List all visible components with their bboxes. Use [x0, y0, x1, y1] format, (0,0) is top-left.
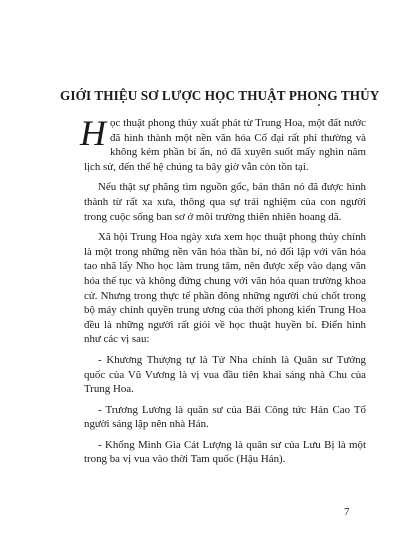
paragraph-3: Xã hội Trung Hoa ngày xưa xem học thuật phong thủy chính là một trong những nền văn hóa thần bí, nó đối lập với văn hóa tao nhã lấy Nho học làm trung tâm, nên được xếp vào dạng văn hóa thế tục và không đứng chung với văn hóa quan trường khoa cử. Nhưng trong thực tế phần đông những người chủ chốt trong bộ máy chính quyền trung ương của thời phong kiến Trung Hoa đều là những người rất giỏi về học thuật huyền bí. Điển hình như các vị sau: — [84, 231, 366, 346]
paragraph-1-text: ọc thuật phong thủy xuất phát từ Trung Hoa, một đất nước đã hình thành một nền văn hóa Cổ đại rất phi thường và không kém phần bí ẩn, nó đã xuyên suốt mấy nghìn năm lịch sử, đến thế hệ chúng ta bây giờ vẫn còn tồn tại. — [84, 117, 366, 173]
paragraph-2: Nếu thật sự phăng tìm nguồn gốc, bản thân nó đã được hình thành từ rất xa xưa, thông qua sự trải nghiệm của con người trong cuộc sống ban sơ ở môi trường thiên nhiên hoang dã. — [84, 181, 366, 223]
ink-speck — [318, 104, 320, 106]
list-item-truong-luong: - Trương Lương là quân sư của Bái Công tức Hán Cao Tổ người sáng lập nên nhà Hán. — [84, 403, 366, 431]
paragraph-1 — [80, 113, 366, 174]
drop-cap: H — [80, 113, 106, 153]
chapter-title: GIỚI THIỆU SƠ LƯỢC HỌC THUẬT PHONG THỦY — [60, 88, 380, 103]
list-item-khuong-thuong: - Khương Thượng tự là Tử Nha chính là Quân sư Tướng quốc của Vũ Vương là vị vua đầu tiên khai sáng nhà Chu của Trung Hoa. — [84, 353, 366, 396]
body-text — [80, 113, 366, 473]
list-item-khong-minh: - Khổng Minh Gia Cát Lượng là quân sư của Lưu Bị là một trong ba vị vua vào thời Tam quốc (Hậu Hán). — [84, 438, 366, 466]
page-number: 7 — [344, 506, 350, 518]
